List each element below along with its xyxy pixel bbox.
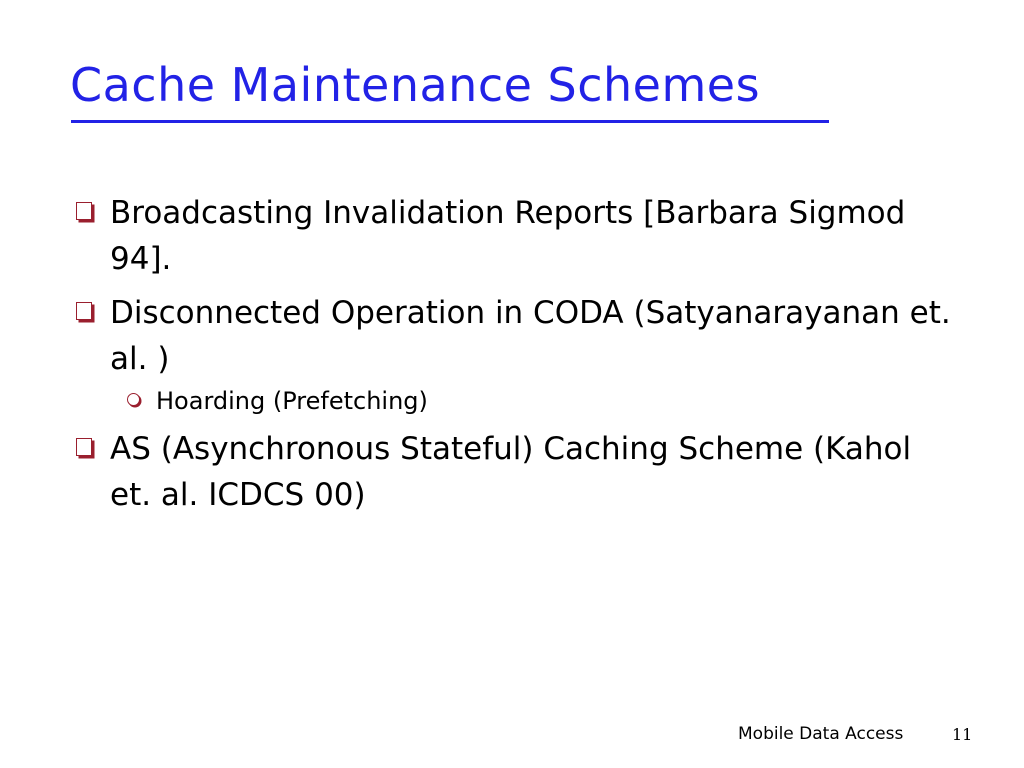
- bullet-item: [72, 426, 952, 518]
- bullet-text: AS (Asynchronous Stateful) Caching Scheme (Kahol et. al. ICDCS 00): [110, 431, 912, 513]
- square-bullet-icon: [76, 438, 92, 456]
- slide-title: Cache Maintenance Schemes: [70, 58, 761, 112]
- circle-bullet-icon: [127, 393, 140, 406]
- page-number: 11: [952, 725, 973, 744]
- bullet-item: [72, 290, 952, 382]
- sub-bullet-text: Hoarding (Prefetching): [156, 387, 428, 415]
- bullet-text: Disconnected Operation in CODA (Satyanarayanan et. al. ): [110, 295, 951, 377]
- bullet-text: Broadcasting Invalidation Reports [Barbara Sigmod 94].: [110, 195, 906, 277]
- sub-bullet-item: [72, 384, 952, 418]
- title-underline: [71, 120, 829, 123]
- bullet-item: [72, 190, 952, 282]
- square-bullet-icon: [76, 202, 92, 220]
- footer-label: Mobile Data Access: [738, 724, 904, 744]
- bullet-list: [72, 190, 952, 526]
- square-bullet-icon: [76, 302, 92, 320]
